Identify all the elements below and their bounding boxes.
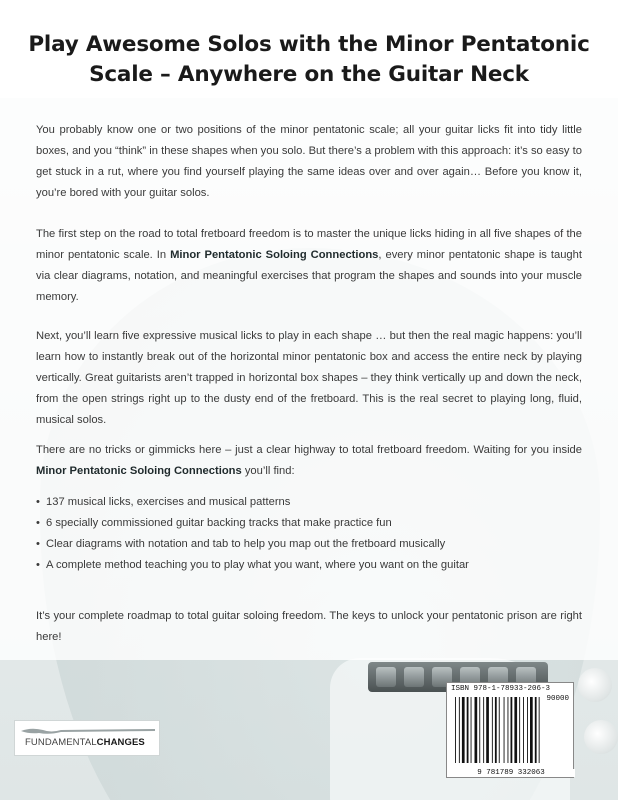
blurb-paragraph-1: You probably know one or two positions of the minor pentatonic scale; all your guitar licks fit into tidy little boxes, and you “think” in these shapes when you solo. But there’s a problem with this approach: it’s so easy to get stuck in a rut, where you find yourself playing the same ideas over and over again… Before you know it, you’re bored with your guitar solos. — [36, 124, 582, 199]
feature-item: • A complete method teaching you to play what you want, where you want on the guitar — [36, 555, 596, 576]
barcode-bars-icon — [453, 697, 569, 763]
volume-knob — [578, 668, 612, 702]
blurb-paragraph-5: It’s your complete roadmap to total guitar soloing freedom. The keys to unlock your pentatonic prison are right here! — [36, 610, 582, 643]
feature-item: • 6 specially commissioned guitar backing tracks that make practice fun — [36, 513, 596, 534]
isbn-label: ISBN 978-1-78933-206-3 — [451, 685, 551, 693]
feature-item: • 137 musical licks, exercises and musical patterns — [36, 492, 596, 513]
cover-title-line-1: Play Awesome Solos with the Minor Pentatonic — [28, 32, 590, 57]
feature-list — [36, 492, 596, 576]
title-header — [0, 0, 618, 98]
book-title-mention: Minor Pentatonic Soloing Connections — [170, 249, 379, 261]
publisher-logo — [14, 720, 160, 756]
p4-text-start: There are no tricks or gimmicks here – just a clear highway to total fretboard freedom. Waiting for you inside — [36, 444, 582, 456]
logo-word-bold: CHANGES — [96, 737, 145, 748]
blurb-paragraph-4 — [36, 440, 582, 482]
bridge-saddle — [376, 667, 396, 687]
blurb-paragraph-2 — [36, 224, 582, 308]
p2-text-end: , every minor pentatonic shape is taught via clear diagrams, notation, and meaningful exercises that program the shapes and sounds into your muscle memory. — [36, 249, 582, 303]
logo-guitar-silhouette-icon — [21, 726, 155, 734]
price-code: 90000 — [546, 695, 569, 703]
cover-title-line-2: Scale – Anywhere on the Guitar Neck — [89, 62, 529, 87]
cover-title — [0, 30, 618, 90]
barcode-digits: 9 781789 332063 — [447, 769, 575, 777]
tone-knob — [584, 720, 618, 754]
logo-wordmark — [25, 737, 145, 748]
isbn-barcode — [446, 682, 574, 778]
blurb-paragraph-3: Next, you’ll learn five expressive musical licks to play in each shape … but then the real magic happens: you’ll learn how to instantly break out of the horizontal minor pentatonic box and access the entire neck by playing vertically. Great guitarists aren’t trapped in horizontal box shapes – they think vertically up and down the neck, from the open strings right up to the dusty end of the fretboard. This is the real secret to playing long, fluid, musical solos. — [36, 330, 582, 426]
bridge-saddle — [404, 667, 424, 687]
p4-text-end: you’ll find: — [241, 465, 295, 477]
feature-item: • Clear diagrams with notation and tab to help you map out the fretboard musically — [36, 534, 596, 555]
logo-word-light: FUNDAMENTAL — [25, 737, 97, 748]
book-title-mention: Minor Pentatonic Soloing Connections — [36, 465, 242, 477]
p2-text-start: The first step on the road to total fretboard freedom is to master the unique licks hiding in all five shapes of the minor pentatonic scale. In — [36, 228, 582, 261]
